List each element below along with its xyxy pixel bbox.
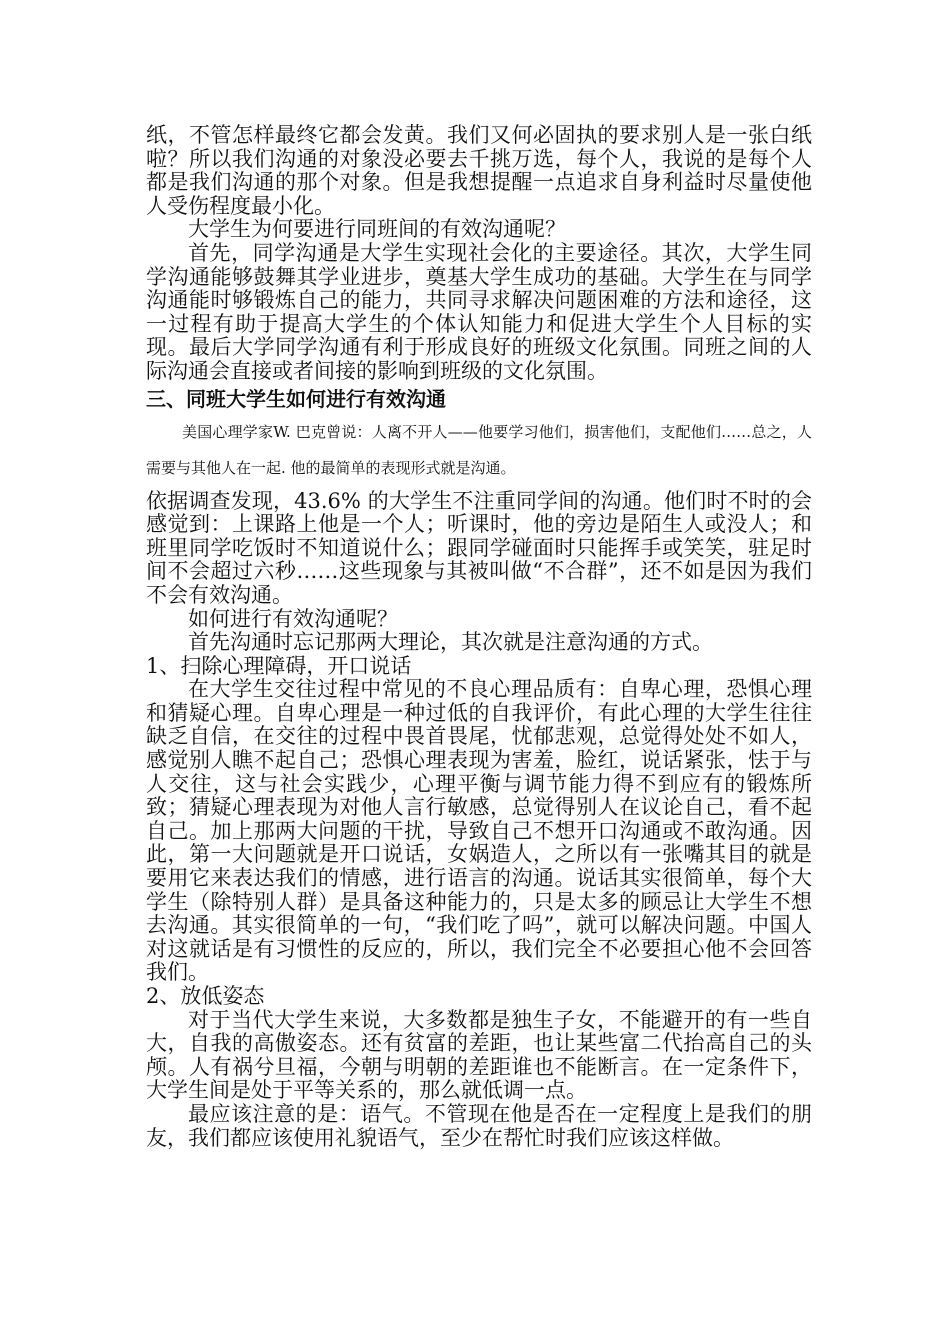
section-question: 如何进行有效沟通呢？ (188, 606, 398, 631)
paragraph: 最应该注意的是：语气。不管现在他是否在一定程度上是我们的朋友，我们都应该使用礼貌语气，至少在帮忙时我们应该这样做。 (146, 1101, 812, 1150)
paragraph: 首先，同学沟通是大学生实现社会化的主要途径。其次，大学生同学沟通能够鼓舞其学业进步，奠基大学生成功的基础。大学生在与同学沟通能时够锻炼自己的能力，共同寻求解决问题困难的方法和途径，这一过程有助于提高大学生的个体认知能力和促进大学生个人目标的实现。最后大学同学沟通有利于形成良好的班级文化氛围。同班之间的人际沟通会直接或者间接的影响到班级的文化氛围。 (146, 240, 812, 383)
section-question: 大学生为何要进行同班间的有效沟通呢？ (188, 217, 566, 242)
paragraph: 在大学生交往过程中常见的不良心理品质有：自卑心理，恐惧心理和猜疑心理。自卑心理是一种过低的自我评价，有此心理的大学生往往缺乏自信，在交往的过程中畏首畏尾，忧郁悲观，总觉得处处不如人，感觉别人瞧不起自己；恐惧心理表现为害羞，脸红，说话紧张，怯于与人交往，这与社会实践少，心理平衡与调节能力得不到应有的锻炼所致；猜疑心理表现为对他人言行敏感，总觉得别人在议论自己，看不起自己。加上那两大问题的干扰，导致自己不想开口沟通或不敢沟通。因此，第一大问题就是开口说话，女娲造人，之所以有一张嘴其目的就是要用它来表达我们的情感，进行语言的沟通。说话其实很简单，每个大学生（除特别人群）是具备这种能力的，只是太多的顾忌让大学生不想去沟通。其实很简单的一句，“我们吃了吗”，就可以解决问题。中国人对这就话是有习惯性的反应的，所以，我们完全不必要担心他不会回答我们。 (146, 677, 812, 985)
subsection-heading: 2、放低姿态 (146, 984, 265, 1008)
paragraph: 纸，不管怎样最终它都会发黄。我们又何必固执的要求别人是一张白纸啦？所以我们沟通的对象没必要去千挑万选，每个人，我说的是每个人都是我们沟通的那个对象。但是我想提醒一点追求自身利益时尽量使他人受伤程度最小化。 (146, 123, 812, 218)
paragraph: 对于当代大学生来说，大多数都是独生子女，不能避开的有一些自大，自我的高傲姿态。还有贫富的差距，也让某些富二代抬高自己的头颅。人有祸兮旦福，今朝与明朝的差距谁也不能断言。在一定条件下，大学生间是处于平等关系的，那么就低调一点。 (146, 1007, 812, 1103)
section-heading: 三、同班大学生如何进行有效沟通 (146, 386, 446, 411)
paragraph: 依据调查发现，43.6% 的大学生不注重同学间的沟通。他们时不时的会感觉到：上课路上他是一个人；听课时，他的旁边是陌生人或没人；和班里同学吃饭时不知道说什么；跟同学碰面时只能挥手或笑笑，驻足时间不会超过六秒……这些现象与其被叫做“不合群”，还不如是因为我们不会有效沟通。 (146, 488, 812, 607)
paragraph: 首先沟通时忘记那两大理论，其次就是注意沟通的方式。 (188, 630, 713, 655)
document-body (146, 124, 812, 1150)
subsection-heading: 1、扫除心理障碍，开口说话 (146, 653, 412, 678)
quote-paragraph: 美国心理学家W. 巴克曾说：人离不开人——他要学习他们，损害他们，支配他们……总之，人需要与其他人在一起. 他的最简单的表现形式就是沟通。 (146, 422, 812, 477)
